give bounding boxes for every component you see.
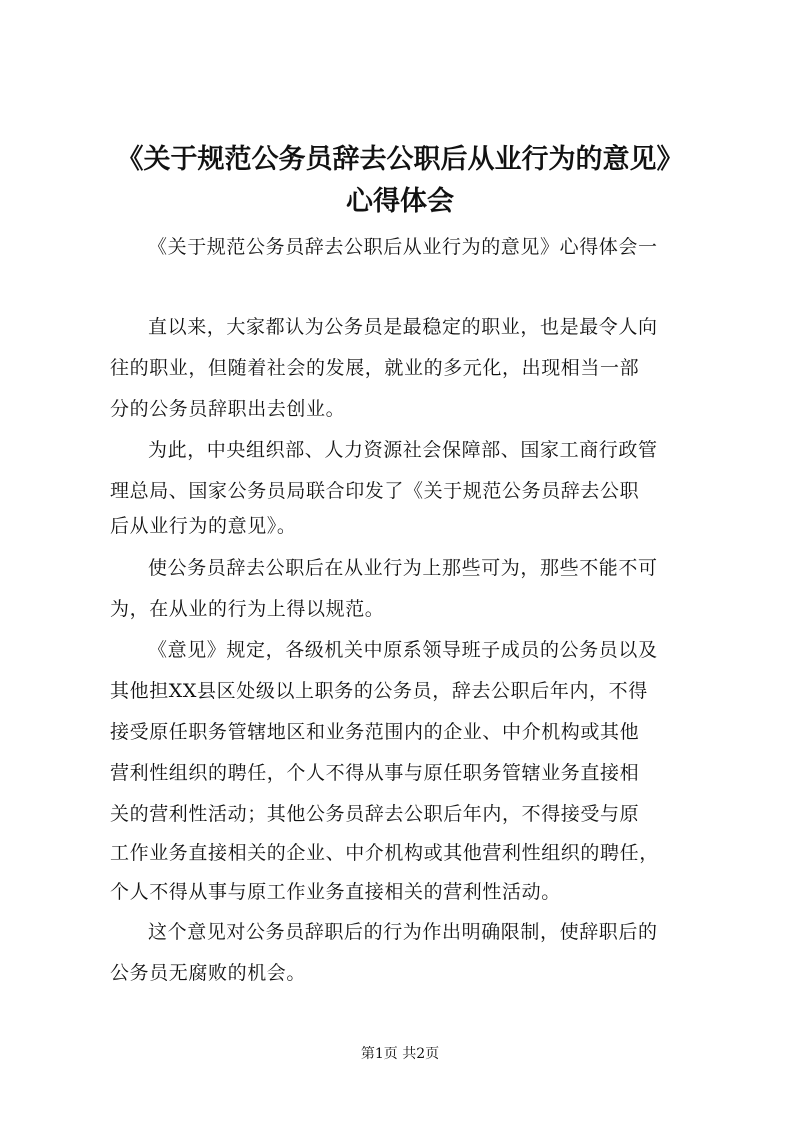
document-title-line-2: 心得体会 <box>346 186 454 217</box>
paragraph-line: 接受原任职务管辖地区和业务范围内的企业、中介机构或其他 <box>110 721 640 743</box>
paragraph-line: 这个意见对公务员辞职后的行为作出明确限制，使辞职后的 <box>148 921 658 943</box>
paragraph-line: 为，在从业的行为上得以规范。 <box>110 598 385 620</box>
paragraph-line: 公务员无腐败的机会。 <box>110 962 307 984</box>
paragraph-line: 后从业行为的意见》。 <box>110 515 297 537</box>
paragraph-line: 为此，中央组织部、人力资源社会保障部、国家工商行政管 <box>148 439 658 461</box>
paragraph-line: 个人不得从事与原工作业务直接相关的营利性活动。 <box>110 881 561 903</box>
paragraph-line: 直以来，大家都认为公务员是最稳定的职业，也是最令人向 <box>148 316 658 338</box>
paragraph-line: 《意见》规定，各级机关中原系领导班子成员的公务员以及 <box>148 639 658 661</box>
paragraph-line: 工作业务直接相关的企业、中介机构或其他营利性组织的聘任， <box>110 842 659 864</box>
document-title-line-1: 《关于规范公务员辞去公职后从业行为的意见》 <box>116 144 684 175</box>
document-subtitle: 《关于规范公务员辞去公职后从业行为的意见》心得体会一 <box>148 236 658 258</box>
paragraph-line: 理总局、国家公务员局联合印发了《关于规范公务员辞去公职 <box>110 480 640 502</box>
paragraph-line: 使公务员辞去公职后在从业行为上那些可为，那些不能不可 <box>148 557 658 579</box>
paragraph-line: 营利性组织的聘任，个人不得从事与原任职务管辖业务直接相 <box>110 762 640 784</box>
paragraph-line: 往的职业，但随着社会的发展，就业的多元化，出现相当一部 <box>110 357 640 379</box>
page-footer: 第1页 共2页 <box>360 1046 440 1062</box>
paragraph-line: 关的营利性活动；其他公务员辞去公职后年内，不得接受与原 <box>110 803 640 825</box>
paragraph-line: 分的公务员辞职出去创业。 <box>110 398 346 420</box>
paragraph-line: 其他担XX县区处级以上职务的公务员，辞去公职后年内，不得 <box>110 680 648 702</box>
